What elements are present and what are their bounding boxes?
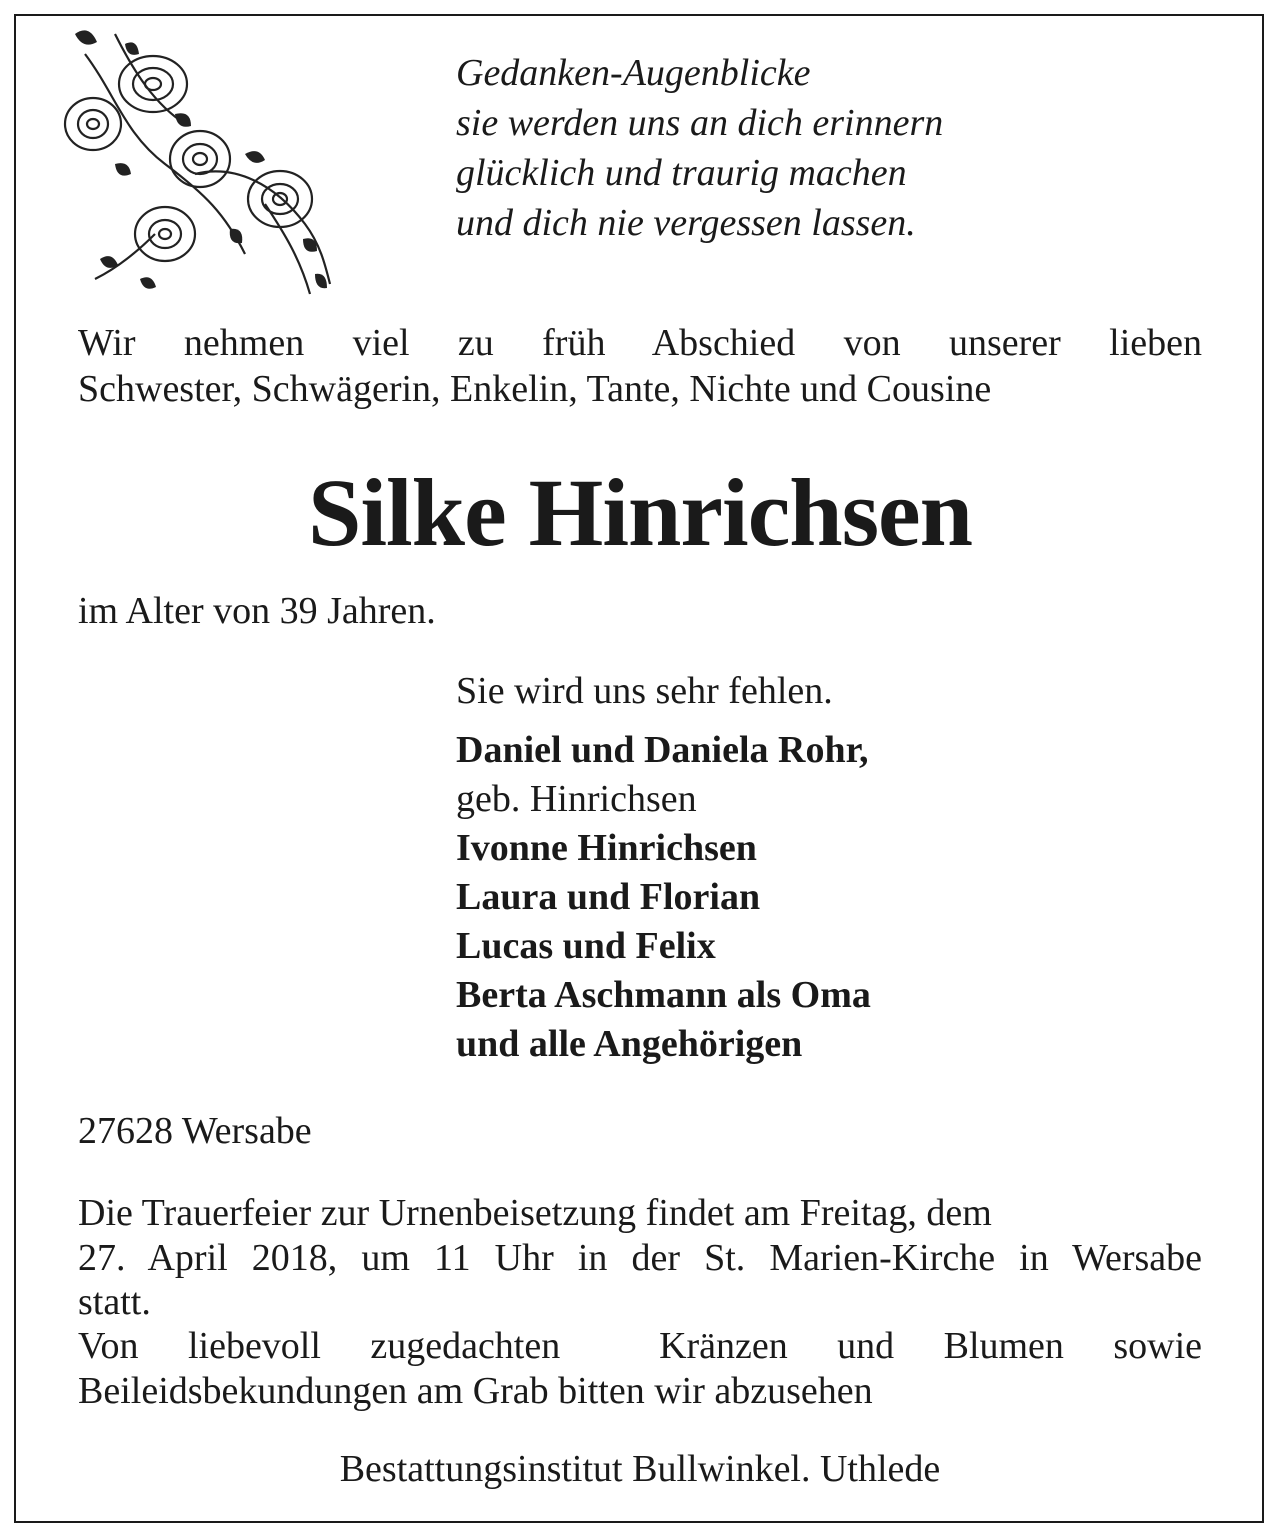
mourner-note: geb. Hinrichsen bbox=[456, 778, 697, 820]
mourners-list bbox=[456, 726, 871, 1069]
deceased-name: Silke Hinrichsen bbox=[307, 459, 973, 566]
mourner-name: Ivonne Hinrichsen bbox=[456, 827, 757, 869]
roses-illustration bbox=[55, 14, 355, 304]
undertaker-line: Bestattungsinstitut Bullwinkel. Uthlede bbox=[339, 1448, 941, 1490]
mourner-name: Berta Aschmann als Oma bbox=[456, 974, 871, 1016]
age-line: im Alter von 39 Jahren. bbox=[78, 590, 436, 632]
poem-line: und dich nie vergessen lassen. bbox=[456, 202, 916, 244]
farewell-line: Sie wird uns sehr fehlen. bbox=[456, 670, 833, 712]
service-line: statt. bbox=[78, 1281, 151, 1323]
mourner-name: und alle Angehörigen bbox=[456, 1023, 803, 1065]
flowers-note-line: Von liebevoll zugedachten Kränzen und Blumen sowie bbox=[78, 1325, 1202, 1367]
poem-line: glücklich und traurig machen bbox=[456, 152, 907, 194]
intro-line: Schwester, Schwägerin, Enkelin, Tante, Nichte und Cousine bbox=[78, 368, 992, 410]
poem-line: sie werden uns an dich erinnern bbox=[456, 102, 944, 144]
place-line: 27628 Wersabe bbox=[78, 1110, 312, 1152]
mourner-name: Laura und Florian bbox=[456, 876, 761, 918]
poem-line: Gedanken-Augenblicke bbox=[456, 52, 811, 94]
mourner-name: Daniel und Daniela Rohr, bbox=[456, 729, 869, 771]
flowers-note-line: Beileidsbekundungen am Grab bitten wir abzusehen bbox=[78, 1370, 873, 1412]
service-line: Die Trauerfeier zur Urnenbeisetzung findet am Freitag, dem bbox=[78, 1192, 992, 1234]
mourner-name: Lucas und Felix bbox=[456, 925, 716, 967]
service-line: 27. April 2018, um 11 Uhr in der St. Marien-Kirche in Wersabe bbox=[78, 1237, 1202, 1279]
memorial-poem bbox=[456, 48, 943, 248]
intro-line: Wir nehmen viel zu früh Abschied von unserer lieben bbox=[78, 322, 1202, 364]
